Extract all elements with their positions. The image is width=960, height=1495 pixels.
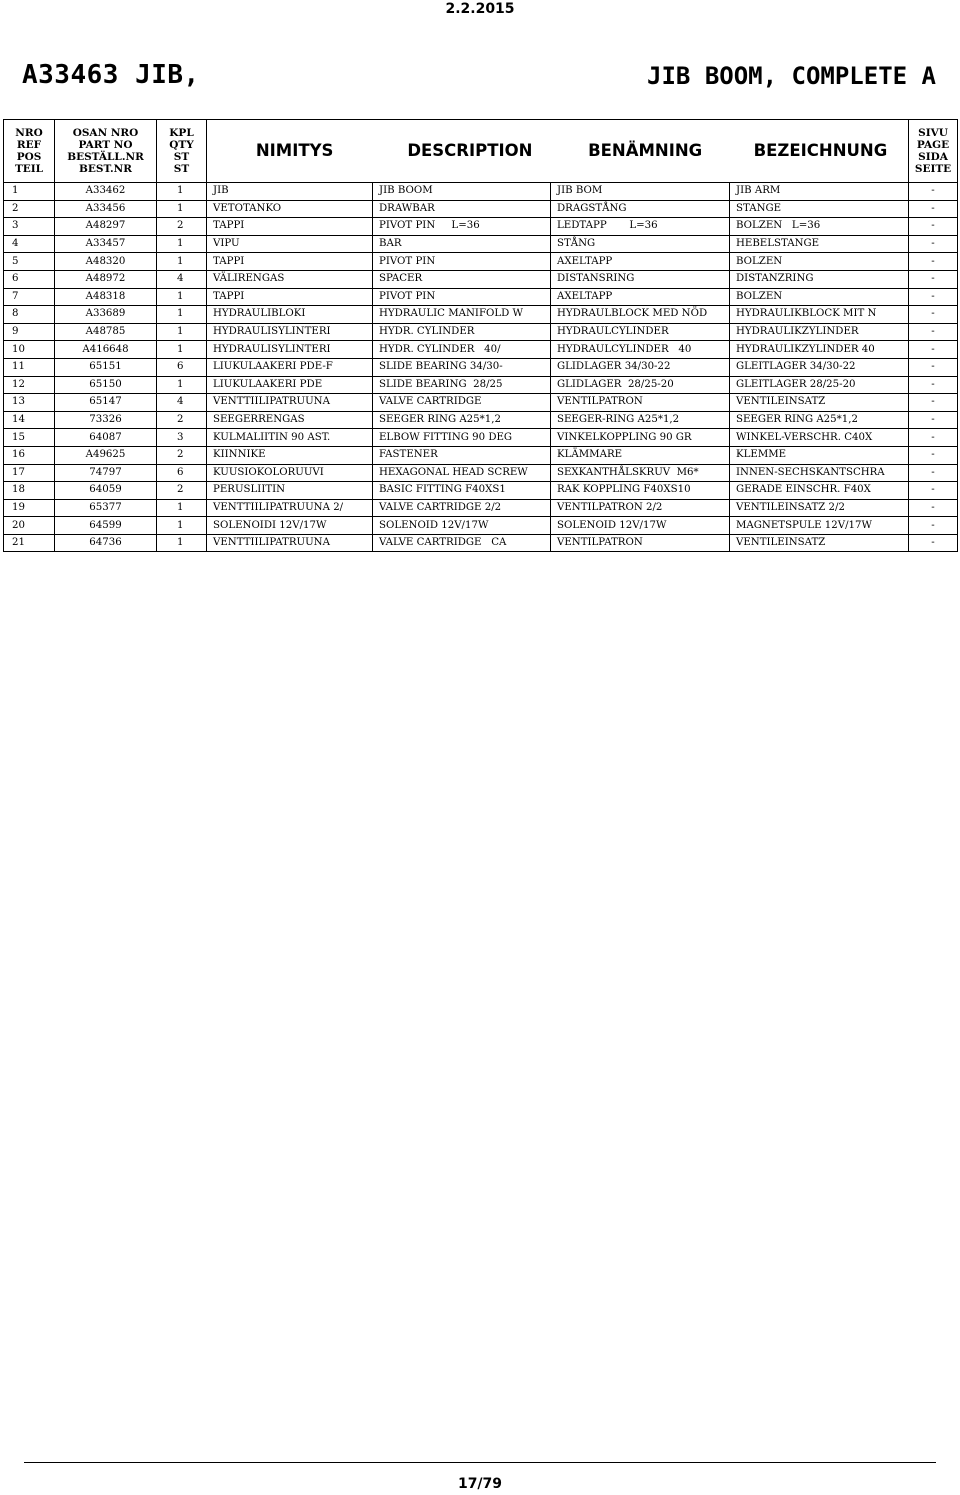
table-row (4, 288, 958, 306)
row-page: - (909, 235, 958, 253)
row-name-german: BOLZEN L=36 (730, 218, 909, 236)
parts-table-body (4, 183, 958, 552)
row-part-number: A48297 (55, 218, 157, 236)
row-page: - (909, 218, 958, 236)
row-part-number: A33462 (55, 183, 157, 201)
row-quantity: 1 (157, 288, 207, 306)
row-part-number: 65377 (55, 499, 157, 517)
row-quantity: 1 (157, 323, 207, 341)
header-bezeichnung: BEZEICHNUNG (753, 141, 888, 160)
row-page: - (909, 446, 958, 464)
row-name-swedish: HYDRAULCYLINDER (551, 323, 730, 341)
row-page: - (909, 429, 958, 447)
assembly-description-title: JIB BOOM, COMPLETE A (647, 62, 936, 90)
row-name-finnish: JIB (207, 183, 373, 201)
row-name-finnish: TAPPI (207, 253, 373, 271)
row-ref-number: 5 (4, 253, 55, 271)
row-name-german: STANGE (730, 200, 909, 218)
row-page: - (909, 534, 958, 552)
row-quantity: 1 (157, 376, 207, 394)
table-row (4, 323, 958, 341)
row-part-number: A48785 (55, 323, 157, 341)
row-name-swedish: SEXKANTHÅLSKRUV M6* (551, 464, 730, 482)
row-name-german: INNEN-SECHSKANTSCHRA (730, 464, 909, 482)
row-quantity: 1 (157, 499, 207, 517)
row-name-finnish: PERUSLIITIN (207, 482, 373, 500)
row-name-english: HYDR. CYLINDER 40/ (373, 341, 551, 359)
row-name-swedish: VINKELKOPPLING 90 GR (551, 429, 730, 447)
row-ref-number: 13 (4, 394, 55, 412)
row-name-german: BOLZEN (730, 253, 909, 271)
row-ref-number: 17 (4, 464, 55, 482)
table-row (4, 235, 958, 253)
row-name-swedish: JIB BOM (551, 183, 730, 201)
row-name-english: SLIDE BEARING 34/30- (373, 358, 551, 376)
row-quantity: 2 (157, 446, 207, 464)
header-description: DESCRIPTION (407, 141, 533, 160)
row-page: - (909, 411, 958, 429)
table-row (4, 218, 958, 236)
row-ref-number: 18 (4, 482, 55, 500)
row-part-number: A33689 (55, 306, 157, 324)
row-name-finnish: TAPPI (207, 218, 373, 236)
row-name-german: KLEMME (730, 446, 909, 464)
row-page: - (909, 358, 958, 376)
row-page: - (909, 376, 958, 394)
row-ref-number: 9 (4, 323, 55, 341)
row-quantity: 2 (157, 411, 207, 429)
row-page: - (909, 306, 958, 324)
row-quantity: 4 (157, 394, 207, 412)
row-name-finnish: VÄLIRENGAS (207, 270, 373, 288)
row-quantity: 6 (157, 464, 207, 482)
row-name-swedish: VENTILPATRON (551, 394, 730, 412)
row-name-english: PIVOT PIN (373, 288, 551, 306)
row-part-number: A33457 (55, 235, 157, 253)
row-name-german: MAGNETSPULE 12V/17W (730, 517, 909, 535)
page-number: 17/79 (457, 1476, 503, 1492)
row-name-english: SLIDE BEARING 28/25 (373, 376, 551, 394)
row-quantity: 3 (157, 429, 207, 447)
row-name-finnish: VENTTIILIPATRUUNA (207, 394, 373, 412)
row-name-german: HYDRAULIKZYLINDER 40 (730, 341, 909, 359)
row-name-german: WINKEL-VERSCHR. C40X (730, 429, 909, 447)
table-row (4, 270, 958, 288)
row-name-english: VALVE CARTRIDGE (373, 394, 551, 412)
footer-divider (24, 1462, 936, 1463)
row-part-number: 64059 (55, 482, 157, 500)
row-page: - (909, 323, 958, 341)
row-ref-number: 4 (4, 235, 55, 253)
row-name-finnish: LIUKULAAKERI PDE-F (207, 358, 373, 376)
header-quantity: KPL QTY ST ST (157, 120, 207, 183)
row-ref-number: 21 (4, 534, 55, 552)
table-row (4, 482, 958, 500)
row-page: - (909, 288, 958, 306)
row-name-swedish: RAK KOPPLING F40XS10 (551, 482, 730, 500)
row-page: - (909, 394, 958, 412)
row-name-german: HYDRAULIKZYLINDER (730, 323, 909, 341)
header-nimitys: NIMITYS (255, 141, 334, 160)
parts-table (3, 119, 958, 552)
row-name-swedish: SOLENOID 12V/17W (551, 517, 730, 535)
row-name-swedish: GLIDLAGER 28/25-20 (551, 376, 730, 394)
row-part-number: 65147 (55, 394, 157, 412)
row-ref-number: 10 (4, 341, 55, 359)
row-name-swedish: KLÄMMARE (551, 446, 730, 464)
row-page: - (909, 253, 958, 271)
row-name-english: JIB BOOM (373, 183, 551, 201)
row-part-number: A416648 (55, 341, 157, 359)
table-row (4, 253, 958, 271)
header-part-number: OSAN NRO PART NO BESTÄLL.NR BEST.NR (55, 120, 157, 183)
table-row (4, 200, 958, 218)
row-page: - (909, 499, 958, 517)
row-page: - (909, 517, 958, 535)
row-ref-number: 19 (4, 499, 55, 517)
table-row (4, 429, 958, 447)
row-part-number: A48320 (55, 253, 157, 271)
table-row (4, 341, 958, 359)
row-name-english: HYDR. CYLINDER (373, 323, 551, 341)
row-name-finnish: VIPU (207, 235, 373, 253)
header-nro: NRO REF POS TEIL (4, 120, 55, 183)
row-quantity: 2 (157, 482, 207, 500)
row-name-swedish: HYDRAULBLOCK MED NÖD (551, 306, 730, 324)
document-date: 2.2.2015 (445, 1, 515, 17)
row-name-german: DISTANZRING (730, 270, 909, 288)
row-name-finnish: KIINNIKE (207, 446, 373, 464)
row-quantity: 1 (157, 200, 207, 218)
row-name-swedish: DRAGSTÅNG (551, 200, 730, 218)
row-page: - (909, 482, 958, 500)
row-name-german: JIB ARM (730, 183, 909, 201)
row-page: - (909, 200, 958, 218)
table-header-row (4, 120, 958, 183)
row-ref-number: 15 (4, 429, 55, 447)
table-row (4, 517, 958, 535)
row-name-finnish: LIUKULAAKERI PDE (207, 376, 373, 394)
row-name-swedish: VENTILPATRON 2/2 (551, 499, 730, 517)
row-quantity: 1 (157, 253, 207, 271)
row-name-german: GERADE EINSCHR. F40X (730, 482, 909, 500)
row-ref-number: 8 (4, 306, 55, 324)
row-name-english: SEEGER RING A25*1,2 (373, 411, 551, 429)
row-name-english: SPACER (373, 270, 551, 288)
row-name-swedish: HYDRAULCYLINDER 40 (551, 341, 730, 359)
row-name-german: VENTILEINSATZ (730, 394, 909, 412)
row-name-english: PIVOT PIN (373, 253, 551, 271)
row-part-number: 65151 (55, 358, 157, 376)
row-ref-number: 12 (4, 376, 55, 394)
row-name-english: HYDRAULIC MANIFOLD W (373, 306, 551, 324)
table-row (4, 411, 958, 429)
row-name-english: HEXAGONAL HEAD SCREW (373, 464, 551, 482)
row-name-german: BOLZEN (730, 288, 909, 306)
row-part-number: A48318 (55, 288, 157, 306)
table-row (4, 446, 958, 464)
row-name-swedish: VENTILPATRON (551, 534, 730, 552)
row-name-english: VALVE CARTRIDGE 2/2 (373, 499, 551, 517)
row-name-swedish: AXELTAPP (551, 288, 730, 306)
row-quantity: 1 (157, 235, 207, 253)
row-part-number: 64736 (55, 534, 157, 552)
row-name-finnish: VENTTIILIPATRUUNA 2/ (207, 499, 373, 517)
row-name-german: HEBELSTANGE (730, 235, 909, 253)
row-quantity: 4 (157, 270, 207, 288)
table-row (4, 376, 958, 394)
row-quantity: 1 (157, 183, 207, 201)
header-page: SIVU PAGE SIDA SEITE (909, 120, 958, 183)
row-name-finnish: HYDRAULISYLINTERI (207, 323, 373, 341)
row-ref-number: 6 (4, 270, 55, 288)
row-ref-number: 2 (4, 200, 55, 218)
row-name-finnish: KULMALIITIN 90 AST. (207, 429, 373, 447)
row-ref-number: 11 (4, 358, 55, 376)
row-quantity: 2 (157, 218, 207, 236)
table-row (4, 499, 958, 517)
row-ref-number: 14 (4, 411, 55, 429)
row-name-english: ELBOW FITTING 90 DEG (373, 429, 551, 447)
row-name-finnish: KUUSIOKOLORUUVI (207, 464, 373, 482)
row-name-swedish: SEEGER-RING A25*1,2 (551, 411, 730, 429)
row-name-german: GLEITLAGER 28/25-20 (730, 376, 909, 394)
assembly-code-title: A33463 JIB, (22, 60, 200, 90)
row-part-number: A48972 (55, 270, 157, 288)
row-name-english: PIVOT PIN L=36 (373, 218, 551, 236)
row-name-english: BASIC FITTING F40XS1 (373, 482, 551, 500)
row-ref-number: 16 (4, 446, 55, 464)
row-name-finnish: VETOTANKO (207, 200, 373, 218)
row-part-number: 64599 (55, 517, 157, 535)
table-row (4, 394, 958, 412)
row-name-english: SOLENOID 12V/17W (373, 517, 551, 535)
row-name-swedish: GLIDLAGER 34/30-22 (551, 358, 730, 376)
row-name-german: GLEITLAGER 34/30-22 (730, 358, 909, 376)
row-name-finnish: SEEGERRENGAS (207, 411, 373, 429)
row-quantity: 1 (157, 534, 207, 552)
row-name-finnish: VENTTIILIPATRUUNA (207, 534, 373, 552)
table-row (4, 534, 958, 552)
row-name-german: SEEGER RING A25*1,2 (730, 411, 909, 429)
row-part-number: A33456 (55, 200, 157, 218)
row-name-finnish: HYDRAULISYLINTERI (207, 341, 373, 359)
row-part-number: 74797 (55, 464, 157, 482)
row-part-number: A49625 (55, 446, 157, 464)
row-name-swedish: AXELTAPP (551, 253, 730, 271)
table-row (4, 183, 958, 201)
row-part-number: 65150 (55, 376, 157, 394)
header-benamning: BENÄMNING (588, 141, 703, 160)
table-row (4, 358, 958, 376)
row-quantity: 6 (157, 358, 207, 376)
row-ref-number: 1 (4, 183, 55, 201)
row-page: - (909, 464, 958, 482)
row-page: - (909, 341, 958, 359)
row-name-finnish: SOLENOIDI 12V/17W (207, 517, 373, 535)
row-name-finnish: HYDRAULIBLOKI (207, 306, 373, 324)
row-quantity: 1 (157, 517, 207, 535)
row-name-german: VENTILEINSATZ 2/2 (730, 499, 909, 517)
row-ref-number: 7 (4, 288, 55, 306)
row-part-number: 73326 (55, 411, 157, 429)
row-part-number: 64087 (55, 429, 157, 447)
row-name-swedish: DISTANSRING (551, 270, 730, 288)
row-name-german: HYDRAULIKBLOCK MIT N (730, 306, 909, 324)
row-quantity: 1 (157, 341, 207, 359)
row-ref-number: 20 (4, 517, 55, 535)
row-name-german: VENTILEINSATZ (730, 534, 909, 552)
row-ref-number: 3 (4, 218, 55, 236)
table-row (4, 306, 958, 324)
row-name-english: VALVE CARTRIDGE CA (373, 534, 551, 552)
row-name-english: BAR (373, 235, 551, 253)
row-page: - (909, 183, 958, 201)
row-page: - (909, 270, 958, 288)
row-name-swedish: STÅNG (551, 235, 730, 253)
table-row (4, 464, 958, 482)
row-name-finnish: TAPPI (207, 288, 373, 306)
row-name-english: FASTENER (373, 446, 551, 464)
row-name-english: DRAWBAR (373, 200, 551, 218)
row-quantity: 1 (157, 306, 207, 324)
row-name-swedish: LEDTAPP L=36 (551, 218, 730, 236)
header-names (207, 120, 909, 183)
